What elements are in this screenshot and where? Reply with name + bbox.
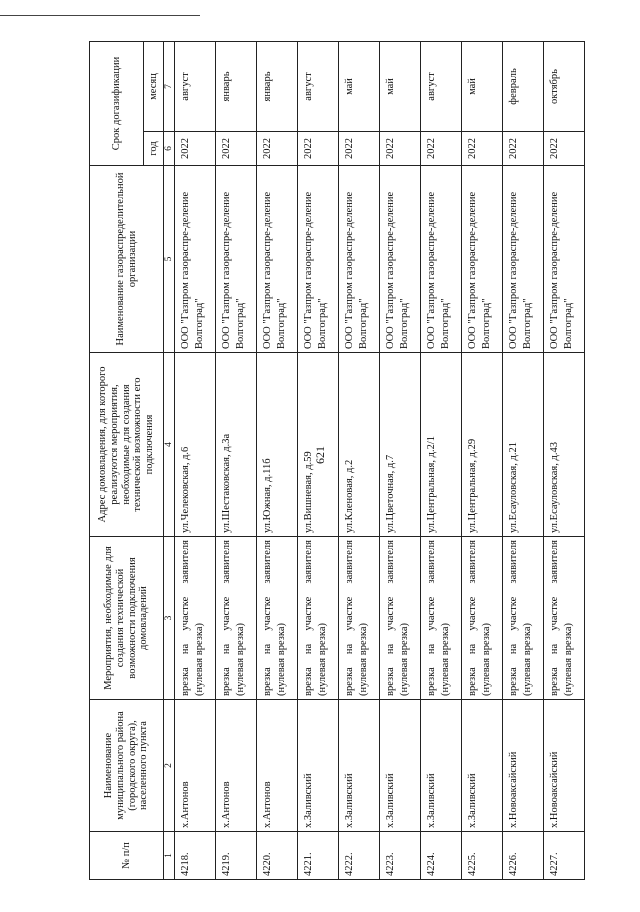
month-cell: январь	[257, 41, 298, 131]
row-number: 4224.	[421, 832, 462, 880]
month-cell: май	[462, 41, 503, 131]
organization-cell: ООО "Газпром газораспре-деление Волгоград"	[421, 166, 462, 353]
organization-cell: ООО "Газпром газораспре-деление Волгоград"	[462, 166, 503, 353]
table-row	[339, 41, 380, 879]
settlement-cell: х.Заливский	[380, 700, 421, 832]
header-address: Адрес домовладения, для которого реализуются мероприятия, необходимые для создания технической возможности его подключения	[90, 353, 164, 537]
gasification-table	[89, 41, 585, 880]
settlement-cell: х.Заливский	[421, 700, 462, 832]
address-cell: ул.Южная, д.11б	[257, 353, 298, 537]
top-border-line	[0, 15, 200, 16]
organization-cell: ООО "Газпром газораспре-деление Волгоград"	[380, 166, 421, 353]
organization-cell: ООО "Газпром газораспре-деление Волгоград"	[216, 166, 257, 353]
month-cell: май	[380, 41, 421, 131]
organization-cell: ООО "Газпром газораспре-деление Волгоград"	[339, 166, 380, 353]
measure-cell: врезка на участке заявителя (нулевая врезка)	[257, 537, 298, 700]
row-number: 4218.	[175, 832, 216, 880]
year-cell: 2022	[380, 132, 421, 166]
organization-cell: ООО "Газпром газораспре-деление Волгоград"	[544, 166, 585, 353]
row-number: 4226.	[503, 832, 544, 880]
month-cell: август	[175, 41, 216, 131]
row-number: 4225.	[462, 832, 503, 880]
column-number: 2	[164, 700, 175, 832]
settlement-cell: х.Заливский	[462, 700, 503, 832]
address-cell: ул.Есауловская, д.43	[544, 353, 585, 537]
column-number: 1	[164, 832, 175, 880]
header-measures: Мероприятия, необходимые для создания технической возможности подключения домовладений	[90, 537, 164, 700]
organization-cell: ООО "Газпром газораспре-деление Волгоград"	[257, 166, 298, 353]
measure-cell: врезка на участке заявителя (нулевая врезка)	[462, 537, 503, 700]
settlement-cell: х.Заливский	[339, 700, 380, 832]
settlement-cell: х.Антонов	[216, 700, 257, 832]
table-row	[298, 41, 339, 879]
organization-cell: ООО "Газпром газораспре-деление Волгоград"	[503, 166, 544, 353]
table-body	[175, 41, 585, 879]
rotated-table-wrapper	[89, 42, 574, 880]
column-number: 7	[164, 41, 175, 131]
month-cell: август	[421, 41, 462, 131]
measure-cell: врезка на участке заявителя (нулевая врезка)	[544, 537, 585, 700]
settlement-cell: х.Заливский	[298, 700, 339, 832]
address-cell: ул.Вишневая, д.59	[298, 353, 339, 537]
year-cell: 2022	[339, 132, 380, 166]
measure-cell: врезка на участке заявителя (нулевая врезка)	[175, 537, 216, 700]
measure-cell: врезка на участке заявителя (нулевая врезка)	[216, 537, 257, 700]
row-number: 4227.	[544, 832, 585, 880]
header-district: Наименование муниципального района (городского округа), населенного пункта	[90, 700, 164, 832]
table-row	[421, 41, 462, 879]
settlement-cell: х.Новоаксайский	[503, 700, 544, 832]
column-number-row	[164, 41, 175, 879]
document-scan	[89, 42, 574, 880]
address-cell: ул.Челековская, д.6	[175, 353, 216, 537]
measure-cell: врезка на участке заявителя (нулевая врезка)	[339, 537, 380, 700]
organization-cell: ООО "Газпром газораспре-деление Волгоград"	[175, 166, 216, 353]
header-no: № п/п	[90, 832, 164, 880]
address-cell: ул.Кленовая, д.2	[339, 353, 380, 537]
table-row	[462, 41, 503, 879]
table-row	[544, 41, 585, 879]
row-number: 4219.	[216, 832, 257, 880]
month-cell: октябрь	[544, 41, 585, 131]
year-cell: 2022	[421, 132, 462, 166]
year-cell: 2022	[462, 132, 503, 166]
measure-cell: врезка на участке заявителя (нулевая врезка)	[298, 537, 339, 700]
settlement-cell: х.Антонов	[257, 700, 298, 832]
address-cell: ул.Есауловская, д.21	[503, 353, 544, 537]
year-cell: 2022	[503, 132, 544, 166]
row-number: 4223.	[380, 832, 421, 880]
table-row	[503, 41, 544, 879]
month-cell: февраль	[503, 41, 544, 131]
row-number: 4221.	[298, 832, 339, 880]
row-number: 4222.	[339, 832, 380, 880]
measure-cell: врезка на участке заявителя (нулевая врезка)	[380, 537, 421, 700]
month-cell: январь	[216, 41, 257, 131]
table-row	[175, 41, 216, 879]
year-cell: 2022	[175, 132, 216, 166]
year-cell: 2022	[257, 132, 298, 166]
header-term: Срок догазификации	[90, 41, 144, 165]
month-cell: май	[339, 41, 380, 131]
table-row	[216, 41, 257, 879]
table-row	[257, 41, 298, 879]
address-cell: ул.Шестаковская, д.3а	[216, 353, 257, 537]
header-month: месяц	[144, 41, 164, 131]
row-number: 4220.	[257, 832, 298, 880]
address-cell: ул.Цветочная, д.7	[380, 353, 421, 537]
column-number: 4	[164, 353, 175, 537]
year-cell: 2022	[216, 132, 257, 166]
page-number: 621	[313, 446, 327, 464]
year-cell: 2022	[298, 132, 339, 166]
settlement-cell: х.Антонов	[175, 700, 216, 832]
year-cell: 2022	[544, 132, 585, 166]
column-number: 5	[164, 166, 175, 353]
column-number: 6	[164, 132, 175, 166]
settlement-cell: х.Новоаксайский	[544, 700, 585, 832]
measure-cell: врезка на участке заявителя (нулевая врезка)	[503, 537, 544, 700]
measure-cell: врезка на участке заявителя (нулевая врезка)	[421, 537, 462, 700]
column-number: 3	[164, 537, 175, 700]
address-cell: ул.Центральная, д.2/1	[421, 353, 462, 537]
header-org: Наименование газораспределительной организации	[90, 166, 164, 353]
month-cell: август	[298, 41, 339, 131]
table-row	[380, 41, 421, 879]
header-year: год	[144, 132, 164, 166]
organization-cell: ООО "Газпром газораспре-деление Волгоград"	[298, 166, 339, 353]
address-cell: ул.Центральная, д.29	[462, 353, 503, 537]
